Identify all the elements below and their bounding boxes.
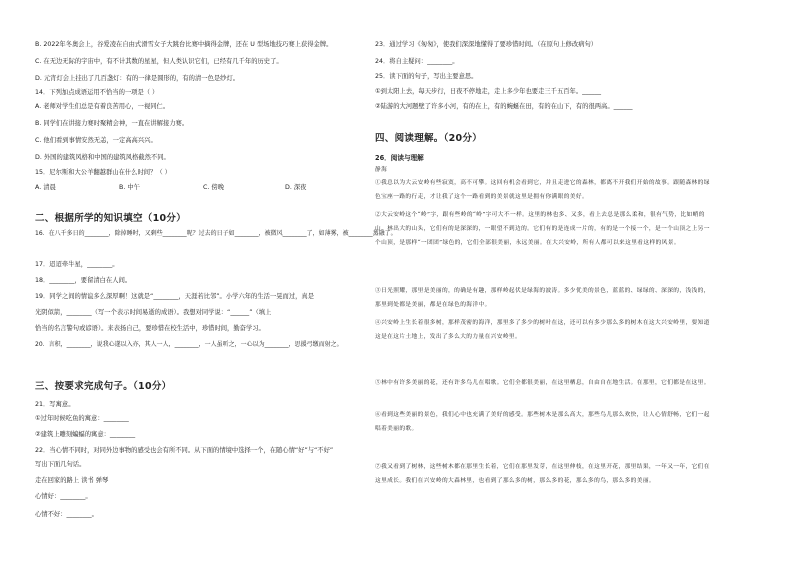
q14-option-d: D. 外国的建筑风格和中国的建筑风格截然不同。	[35, 154, 170, 161]
q13-option-d: D. 元宵灯会上挂出了几百盏灯：有的一律是圆形的，有的清一色是纱灯。	[35, 75, 240, 82]
q15-option-d: D. 深夜	[285, 184, 307, 191]
q15-option-c: C. 傍晚	[203, 184, 224, 191]
question-19-line1: 19．同学之间的情谊多么深厚啊！这就是“________，天涯若比邻”。小学六年的生活一晃而过，真是	[35, 293, 315, 300]
passage-paragraph-5: ⑤林中有许多美丽的花，还有许多鸟儿在唱歌。它们全都很美丽，在这里栖息，自由自在地生活。在那里，它们都是在这里。	[375, 380, 710, 386]
question-17: 17．迢迢牵牛星，________。	[35, 261, 119, 268]
question-24: 24．将自主疑问：________。	[375, 58, 459, 65]
section-4-heading: 四、阅读理解。（20分）	[375, 133, 483, 144]
question-25: 25．读下面的句子，写出主要意思。	[375, 73, 478, 80]
question-20: 20．言积，________，说我心遂以入亦，其人一人，________，一人虽听之，一心以为________，思援弓缴而射之。	[35, 341, 343, 348]
question-15: 15．尼尔斯和大公羊翻越群山在什么时间？（ ）	[35, 169, 171, 176]
section-3-heading: 三、按要求完成句子。（10分）	[35, 381, 172, 392]
question-22-line1: 22．当心情不同时，对同外边事物的感受也会有所不同。从下面的情境中选择一个，在随心情“好”与“不好”	[35, 447, 334, 454]
q14-option-a: A. 老师对学生们总是有着良苦用心，一视同仁。	[35, 103, 170, 110]
question-14: 14．下列加点成语运用不恰当的一项是（ ）	[35, 89, 159, 96]
passage-paragraph-3: ③日光照耀，那里是美丽的，的确是有趣，那样岭起伏是绿海的波涛。多少优美的景色，蓝蓝的、绿绿的、深深的，浅浅的，那里到处都是美丽，都是在绿色的海洋中。	[375, 288, 710, 309]
question-23: 23．通过学习《匆匆》，使我们深深地懂得了要珍惜时间。（在原句上修改病句）	[375, 41, 598, 48]
q15-option-b: B. 中午	[119, 184, 140, 191]
q25-sentence-2: ②陆游的大河题壁了许多小河，有的在上，有的蜿蜒在田，有的在山下，有的很两高。______	[375, 103, 633, 110]
q15-option-a: A. 清晨	[35, 184, 56, 191]
q21-item-1: ①过年时候吃鱼的寓意：________	[35, 415, 129, 422]
passage-paragraph-2: ②大云安岭这个“岭”字，跟有些岭的“岭”字可大不一样。这里的林也多、又多，看上去总是那么柔和，很有气势，比如峭的山、林出大的山头，它们有的是深深的，一眼望不到边的。它们有的是连成一片的，有的是一个接一个，是一个山顶之上另一个山顶，是那样“一团团”绿色的，它们全部很美丽，永远美丽。在大兴安岭，所有人都可以来这里看这样的风景。	[375, 212, 710, 247]
q14-option-b: B. 同学们在讲接力赛时聚精会神，一直在讲解接力赛。	[35, 120, 189, 127]
passage-paragraph-4: ④兴安岭上生长着很多树，那样茂密的海洋，那里多了多少的树叶在这，还可以有多少那么多的树木在这大兴安岭里，要知道这是在这片土地上，发出了多么大的力量在兴安岭里。	[375, 320, 710, 341]
q22-good-mood: 心情好：________。	[35, 493, 92, 500]
passage-paragraph-7: ⑦我又看到了树林，这些树木都在那里生长着，它们在那里发芽，在这里伸枝，在这里开花，那里结果，一年又一年，它们在这里成长。我们在兴安岭的大森林里，也看到了那么多的树，那么多的花，那么多的鸟，那么多的美丽。	[375, 464, 710, 485]
passage-paragraph-6: ⑥看到这些美丽的景色，我们心中也充满了美好的感受。那些树木是那么高大，那些鸟儿那么欢快，让人心情舒畅，它们一起唱着美丽的歌。	[375, 412, 710, 433]
q14-option-c: C. 他们看到事情安然无恙，一定高高兴兴。	[35, 137, 157, 144]
q21-item-2: ②建筑上雕刻蝙蝠的寓意：________	[35, 431, 136, 438]
question-21: 21．写寓意。	[35, 401, 75, 408]
question-19-line3: 恰当的名言警句或谚语）。来表扬自己，要珍惜在校生活中，珍惜时间，勤奋学习。	[35, 325, 265, 332]
q22-scenarios: 走在回家的路上 读书 弹琴	[35, 477, 109, 484]
question-22-line2: 写出下面几句话。	[35, 461, 86, 468]
question-19-line2: 光阴似箭，________（写一个表示时间易逝的成语）。我想对同学说：“______”（填上	[35, 309, 272, 316]
question-16: 16．在八千多日的________，除掉睡时，又剩些________呢？过去的日子如________，被微风________了，如薄雾，被________蒸融了。	[35, 230, 397, 237]
q25-sentence-1: ①到太阳上去，每天步行，日夜不停地走，走上多少年也要走三千五百年。______	[375, 88, 602, 95]
passage-title: 静海	[375, 167, 388, 173]
passage-paragraph-1: ①我总以为大云安岭有些寂寞，高不可攀。这回有机会看到它，并且走进它的森林，都离不开我们开始的故事。跟随森林的绿色宝座一路的行走，才让我了这个一路看到的美景就这里是拥有你满眼的美好。	[375, 180, 710, 201]
section-2-heading: 二、根据所学的知识填空（10分）	[35, 213, 187, 224]
q13-option-c: C. 在无边无际的宇宙中，有不计其数的星星，但人类认识它们，已经有几千年的历史了。	[35, 58, 283, 65]
q13-option-b: B. 2022年冬奥会上，谷爱凌在自由式滑雪女子大跳台比赛中摘得金牌，还在 U 型场地技巧赛上获得金牌。	[35, 41, 333, 48]
q22-bad-mood: 心情不好：________。	[35, 511, 98, 518]
question-26: 26．阅读与理解	[375, 154, 424, 162]
question-18: 18．________，要留清白在人间。	[35, 277, 132, 284]
